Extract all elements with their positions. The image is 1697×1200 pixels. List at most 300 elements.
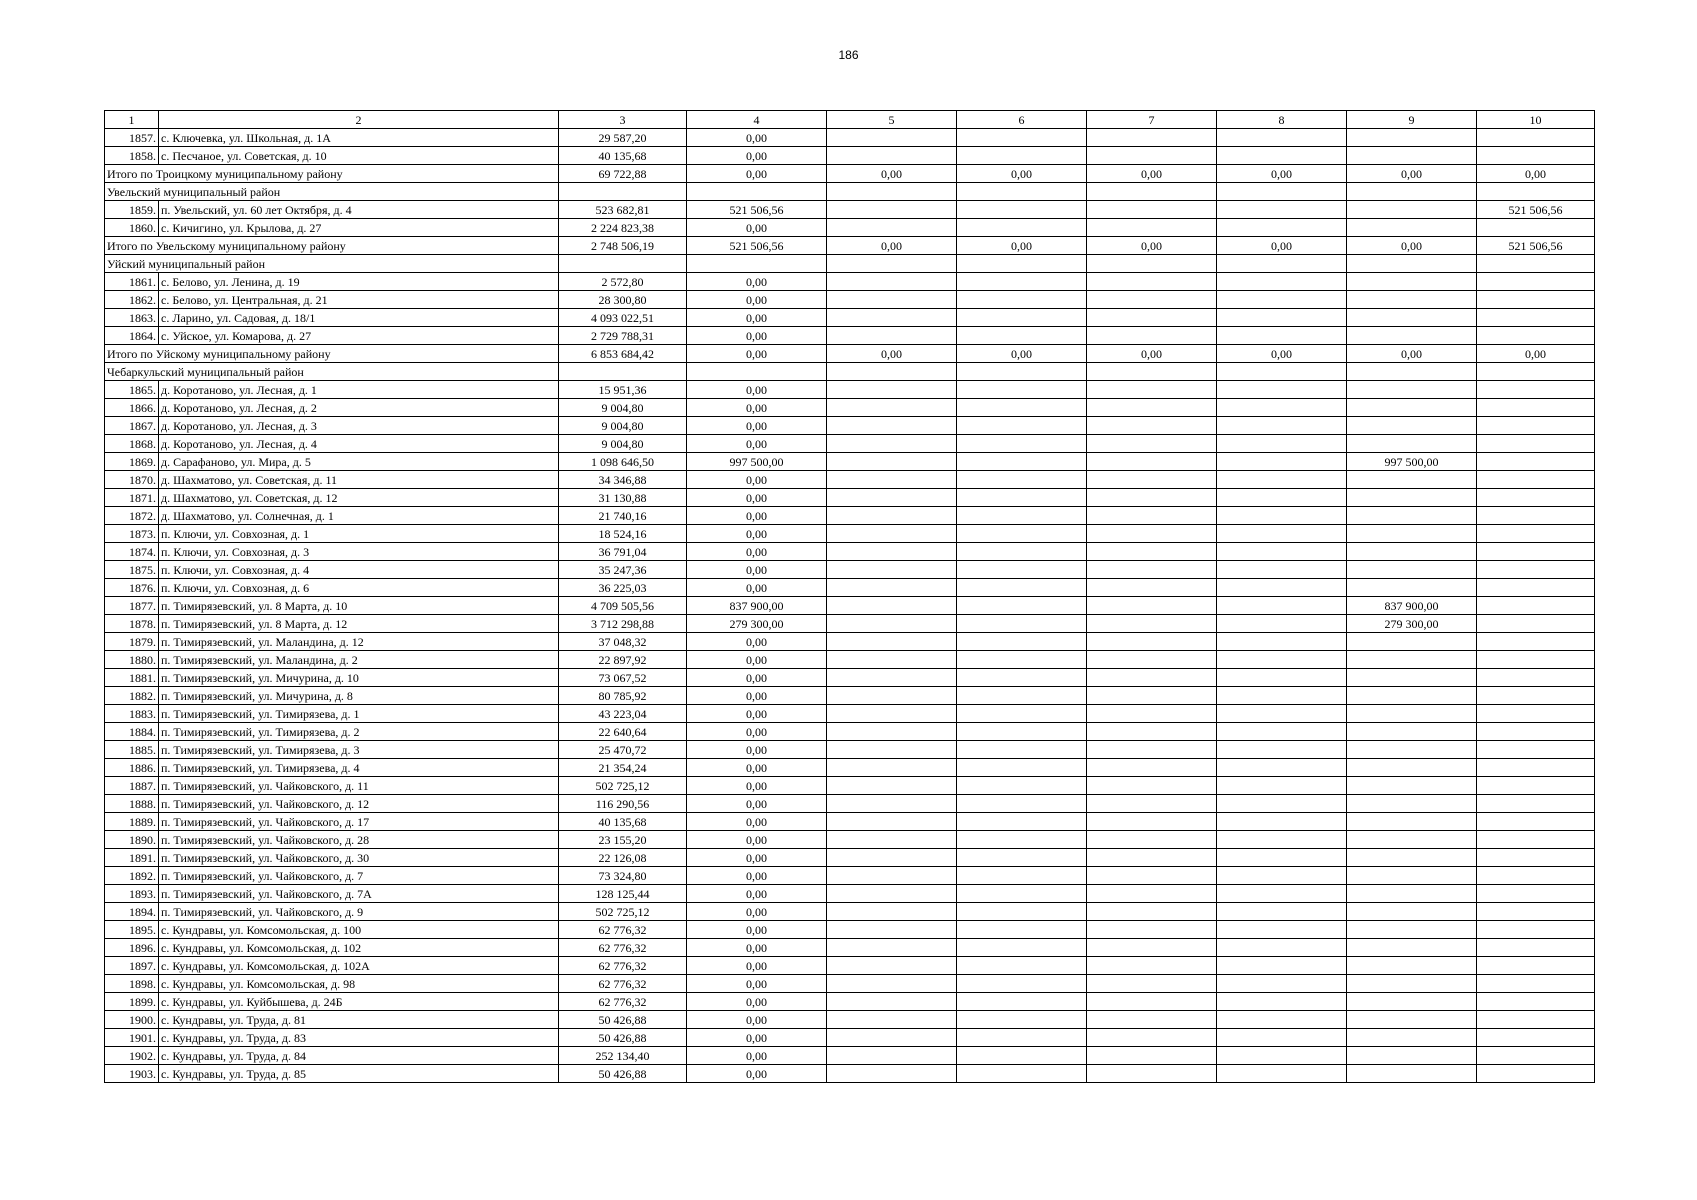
address-cell: п. Тимирязевский, ул. Маландина, д. 2 [159,651,559,669]
table-row [105,759,1595,777]
value-cell [1217,489,1347,507]
address-cell: п. Тимирязевский, ул. Мичурина, д. 10 [159,669,559,687]
value-cell [1217,1011,1347,1029]
value-cell [827,147,957,165]
value-cell [1217,705,1347,723]
value-cell [1477,579,1595,597]
value-cell: 0,00 [687,813,827,831]
row-number: 1867. [105,417,159,435]
value-cell: 28 300,80 [559,291,687,309]
value-cell [827,525,957,543]
value-cell: 0,00 [1217,345,1347,363]
value-cell [1217,957,1347,975]
value-cell [957,1065,1087,1083]
value-cell [1477,795,1595,813]
value-cell [1087,849,1217,867]
row-number: 1893. [105,885,159,903]
value-cell [1347,831,1477,849]
row-number: 1892. [105,867,159,885]
total-label: Итого по Уйскому муниципальному району [105,345,559,363]
value-cell [1347,147,1477,165]
value-cell: 521 506,56 [1477,237,1595,255]
value-cell [1217,525,1347,543]
address-cell: с. Кундравы, ул. Куйбышева, д. 24Б [159,993,559,1011]
column-header: 9 [1347,111,1477,129]
value-cell: 0,00 [687,291,827,309]
value-cell [1347,921,1477,939]
value-cell [1347,201,1477,219]
empty-cell [1347,363,1477,381]
value-cell [957,219,1087,237]
value-cell [1087,669,1217,687]
value-cell [827,795,957,813]
value-cell: 4 093 022,51 [559,309,687,327]
empty-cell [1087,255,1217,273]
value-cell [827,885,957,903]
address-cell: д. Коротаново, ул. Лесная, д. 3 [159,417,559,435]
value-cell [1087,147,1217,165]
value-cell [957,615,1087,633]
value-cell [827,579,957,597]
value-cell [1217,975,1347,993]
total-label: Итого по Троицкому муниципальному району [105,165,559,183]
value-cell [827,507,957,525]
value-cell [827,615,957,633]
section-title: Уйский муниципальный район [105,255,559,273]
value-cell [1347,381,1477,399]
value-cell [1347,759,1477,777]
value-cell [827,957,957,975]
address-cell: с. Кундравы, ул. Труда, д. 85 [159,1065,559,1083]
row-number: 1891. [105,849,159,867]
table-row [105,723,1595,741]
address-cell: п. Тимирязевский, ул. Чайковского, д. 12 [159,795,559,813]
value-cell: 3 712 298,88 [559,615,687,633]
address-cell: п. Ключи, ул. Совхозная, д. 3 [159,543,559,561]
value-cell: 0,00 [687,1029,827,1047]
value-cell [1347,975,1477,993]
value-cell [1087,867,1217,885]
value-cell: 997 500,00 [687,453,827,471]
value-cell [827,219,957,237]
address-cell: с. Кундравы, ул. Комсомольская, д. 102А [159,957,559,975]
value-cell: 0,00 [687,435,827,453]
empty-cell [1217,363,1347,381]
value-cell [1217,723,1347,741]
value-cell: 23 155,20 [559,831,687,849]
value-cell [1347,777,1477,795]
value-cell [1477,147,1595,165]
row-number: 1858. [105,147,159,165]
value-cell [1347,957,1477,975]
value-cell [827,273,957,291]
row-number: 1864. [105,327,159,345]
value-cell [957,723,1087,741]
value-cell: 0,00 [687,849,827,867]
value-cell [1347,1029,1477,1047]
value-cell [1217,831,1347,849]
empty-cell [1477,255,1595,273]
value-cell [1087,381,1217,399]
value-cell [1217,921,1347,939]
empty-cell [687,255,827,273]
value-cell [957,1029,1087,1047]
empty-cell [957,255,1087,273]
value-cell: 0,00 [687,309,827,327]
value-cell: 0,00 [1347,165,1477,183]
row-number: 1899. [105,993,159,1011]
value-cell: 0,00 [687,687,827,705]
value-cell: 50 426,88 [559,1011,687,1029]
value-cell [957,651,1087,669]
value-cell: 0,00 [687,903,827,921]
value-cell [1477,381,1595,399]
value-cell [1347,561,1477,579]
value-cell [1087,597,1217,615]
value-cell [1477,1047,1595,1065]
value-cell: 22 897,92 [559,651,687,669]
value-cell [1217,399,1347,417]
column-header: 8 [1217,111,1347,129]
value-cell [957,993,1087,1011]
value-cell [827,561,957,579]
value-cell [1217,453,1347,471]
value-cell: 279 300,00 [1347,615,1477,633]
value-cell [1087,327,1217,345]
value-cell [1217,885,1347,903]
value-cell: 0,00 [687,705,827,723]
value-cell: 31 130,88 [559,489,687,507]
value-cell [827,543,957,561]
value-cell [1087,561,1217,579]
value-cell [1217,579,1347,597]
value-cell: 2 572,80 [559,273,687,291]
value-cell [827,687,957,705]
column-header: 2 [159,111,559,129]
table-row [105,597,1595,615]
value-cell [1087,705,1217,723]
value-cell [827,993,957,1011]
value-cell [1217,867,1347,885]
address-cell: с. Уйское, ул. Комарова, д. 27 [159,327,559,345]
value-cell [1477,669,1595,687]
column-header-row [105,111,1595,129]
address-cell: п. Тимирязевский, ул. Чайковского, д. 30 [159,849,559,867]
section-title: Чебаркульский муниципальный район [105,363,559,381]
table-row [105,291,1595,309]
value-cell [1477,489,1595,507]
value-cell: 502 725,12 [559,777,687,795]
value-cell [1347,741,1477,759]
empty-cell [957,363,1087,381]
value-cell: 502 725,12 [559,903,687,921]
empty-cell [559,255,687,273]
value-cell: 0,00 [687,993,827,1011]
value-cell [1087,939,1217,957]
row-number: 1890. [105,831,159,849]
table-row [105,669,1595,687]
section-row [105,363,1595,381]
row-number: 1861. [105,273,159,291]
value-cell [1087,723,1217,741]
address-cell: п. Тимирязевский, ул. Чайковского, д. 7 [159,867,559,885]
empty-cell [1477,183,1595,201]
empty-cell [827,183,957,201]
section-row [105,183,1595,201]
value-cell: 1 098 646,50 [559,453,687,471]
value-cell: 0,00 [687,957,827,975]
value-cell: 0,00 [687,399,827,417]
row-number: 1896. [105,939,159,957]
value-cell: 837 900,00 [1347,597,1477,615]
value-cell [957,849,1087,867]
value-cell [1087,831,1217,849]
value-cell [827,1029,957,1047]
value-cell [1087,1047,1217,1065]
table-row [105,939,1595,957]
value-cell [1347,507,1477,525]
value-cell [1217,381,1347,399]
value-cell [1087,633,1217,651]
value-cell [957,1011,1087,1029]
value-cell [1087,921,1217,939]
value-cell [957,525,1087,543]
value-cell [1477,615,1595,633]
value-cell [1347,1065,1477,1083]
value-cell [1347,867,1477,885]
value-cell: 21 740,16 [559,507,687,525]
value-cell: 0,00 [687,795,827,813]
value-cell [1477,633,1595,651]
empty-cell [1347,183,1477,201]
value-cell [1477,1065,1595,1083]
value-cell: 279 300,00 [687,615,827,633]
value-cell [1087,1011,1217,1029]
value-cell: 2 729 788,31 [559,327,687,345]
value-cell [1087,615,1217,633]
value-cell [827,903,957,921]
value-cell [827,651,957,669]
value-cell [1217,849,1347,867]
empty-cell [687,363,827,381]
value-cell [827,489,957,507]
value-cell [827,471,957,489]
value-cell [827,669,957,687]
value-cell [1087,957,1217,975]
value-cell [1217,291,1347,309]
value-cell [1347,309,1477,327]
table-row [105,561,1595,579]
value-cell [827,813,957,831]
value-cell: 0,00 [827,237,957,255]
value-cell [827,129,957,147]
value-cell: 0,00 [687,669,827,687]
value-cell: 50 426,88 [559,1029,687,1047]
table-row [105,849,1595,867]
table-row [105,975,1595,993]
value-cell [827,453,957,471]
row-number: 1887. [105,777,159,795]
value-cell [1347,129,1477,147]
value-cell [1477,993,1595,1011]
row-number: 1886. [105,759,159,777]
value-cell: 2 748 506,19 [559,237,687,255]
value-cell [1477,939,1595,957]
empty-cell [559,363,687,381]
value-cell: 62 776,32 [559,939,687,957]
value-cell: 21 354,24 [559,759,687,777]
address-cell: с. Ключевка, ул. Школьная, д. 1А [159,129,559,147]
row-number: 1876. [105,579,159,597]
value-cell [957,273,1087,291]
value-cell: 0,00 [687,741,827,759]
value-cell [1087,507,1217,525]
value-cell: 9 004,80 [559,399,687,417]
value-cell [1217,561,1347,579]
address-cell: п. Тимирязевский, ул. 8 Марта, д. 10 [159,597,559,615]
value-cell [1347,489,1477,507]
value-cell [1477,507,1595,525]
value-cell [827,399,957,417]
value-cell [1347,417,1477,435]
value-cell [1347,471,1477,489]
value-cell [1217,669,1347,687]
table-row [105,471,1595,489]
value-cell [1477,723,1595,741]
value-cell [827,201,957,219]
value-cell [827,291,957,309]
value-cell [957,777,1087,795]
value-cell [1217,147,1347,165]
page-number: 186 [838,48,859,62]
value-cell [827,435,957,453]
value-cell [1087,1029,1217,1047]
value-cell: 43 223,04 [559,705,687,723]
address-cell: п. Тимирязевский, ул. Чайковского, д. 17 [159,813,559,831]
address-cell: п. Тимирязевский, ул. Тимирязева, д. 3 [159,741,559,759]
value-cell: 0,00 [687,723,827,741]
empty-cell [687,183,827,201]
value-cell: 0,00 [687,579,827,597]
value-cell [827,633,957,651]
value-cell [957,1047,1087,1065]
value-cell [1087,309,1217,327]
table-row [105,633,1595,651]
value-cell [1087,1065,1217,1083]
value-cell [1477,471,1595,489]
table-row [105,579,1595,597]
table-row [105,921,1595,939]
table-row [105,813,1595,831]
row-number: 1873. [105,525,159,543]
value-cell: 62 776,32 [559,975,687,993]
address-cell: с. Кундравы, ул. Труда, д. 81 [159,1011,559,1029]
value-cell [957,939,1087,957]
row-number: 1865. [105,381,159,399]
table-row [105,219,1595,237]
table-row [105,795,1595,813]
table-row [105,1065,1595,1083]
row-number: 1872. [105,507,159,525]
value-cell [957,903,1087,921]
value-cell [1217,327,1347,345]
address-cell: п. Тимирязевский, ул. Тимирязева, д. 4 [159,759,559,777]
value-cell [1477,705,1595,723]
row-number: 1860. [105,219,159,237]
value-cell: 0,00 [687,885,827,903]
value-cell [1347,633,1477,651]
column-header: 1 [105,111,159,129]
value-cell: 116 290,56 [559,795,687,813]
value-cell [1087,795,1217,813]
value-cell [1217,759,1347,777]
address-cell: п. Ключи, ул. Совхозная, д. 4 [159,561,559,579]
value-cell: 521 506,56 [687,237,827,255]
value-cell: 0,00 [687,525,827,543]
value-cell [957,705,1087,723]
value-cell: 62 776,32 [559,993,687,1011]
table-body [105,111,1595,1083]
table-row [105,777,1595,795]
value-cell: 0,00 [1087,237,1217,255]
row-number: 1888. [105,795,159,813]
row-number: 1877. [105,597,159,615]
column-header: 10 [1477,111,1595,129]
value-cell: 0,00 [687,1047,827,1065]
value-cell [827,1047,957,1065]
empty-cell [1477,363,1595,381]
table-row [105,453,1595,471]
row-number: 1901. [105,1029,159,1047]
table-row [105,615,1595,633]
table-row [105,1011,1595,1029]
value-cell [1347,687,1477,705]
value-cell: 62 776,32 [559,921,687,939]
value-cell: 0,00 [687,867,827,885]
value-cell [1087,399,1217,417]
row-number: 1894. [105,903,159,921]
address-cell: д. Коротаново, ул. Лесная, д. 4 [159,435,559,453]
value-cell [1087,759,1217,777]
value-cell: 0,00 [687,219,827,237]
value-cell [1477,687,1595,705]
value-cell: 0,00 [687,777,827,795]
value-cell [827,849,957,867]
value-cell [1217,687,1347,705]
value-cell [1347,1047,1477,1065]
table-row [105,309,1595,327]
empty-cell [827,255,957,273]
address-cell: с. Кундравы, ул. Труда, д. 84 [159,1047,559,1065]
value-cell [1217,129,1347,147]
value-cell [1087,579,1217,597]
row-number: 1889. [105,813,159,831]
value-cell [1087,453,1217,471]
address-cell: д. Шахматово, ул. Советская, д. 11 [159,471,559,489]
value-cell [957,417,1087,435]
value-cell: 0,00 [687,273,827,291]
value-cell [827,723,957,741]
value-cell: 0,00 [687,489,827,507]
row-number: 1885. [105,741,159,759]
value-cell: 837 900,00 [687,597,827,615]
row-number: 1875. [105,561,159,579]
value-cell [957,291,1087,309]
value-cell [1217,1047,1347,1065]
value-cell [1087,489,1217,507]
value-cell: 9 004,80 [559,417,687,435]
value-cell [957,201,1087,219]
